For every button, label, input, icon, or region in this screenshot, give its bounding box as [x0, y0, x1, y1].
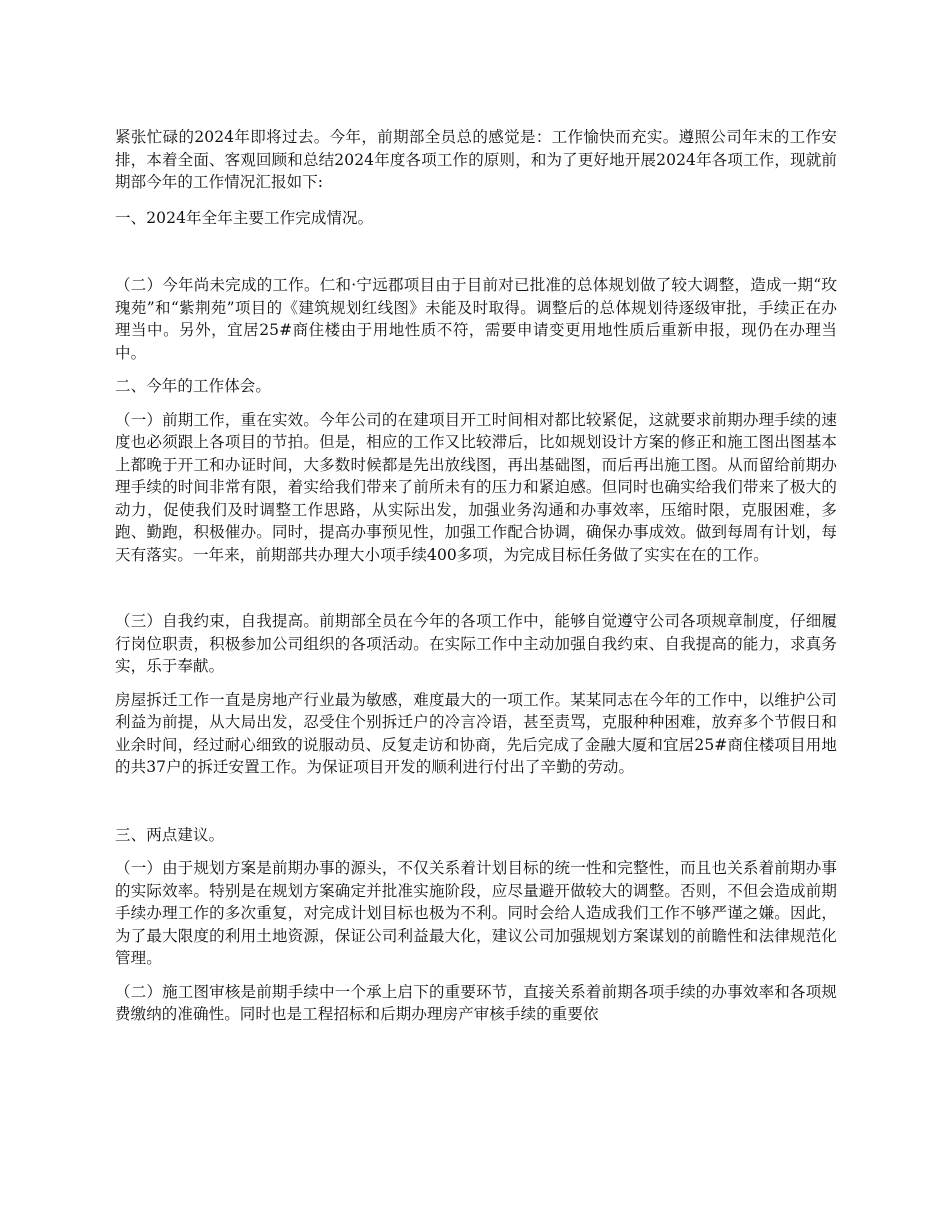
unfinished-work-paragraph: （二）今年尚未完成的工作。仁和·宁远郡项目由于目前对已批准的总体规划做了较大调整，造成一期“玫瑰苑”和“紫荆苑”项目的《建筑规划红线图》未能及时取得。调整后的总体规划待逐级审批，手续正在办理当中。另外，宜居25#商住楼由于用地性质不符，需要申请变更用地性质后重新申报，现仍在办理当中。 — [115, 276, 837, 362]
suggestion-paragraph-2: （二）施工图审核是前期手续中一个承上启下的重要环节，直接关系着前期各项手续的办事效率和各项规费缴纳的准确性。同时也是工程招标和后期办理房产审核手续的重要依 — [115, 982, 837, 1023]
document-page — [115, 126, 837, 1026]
section-heading-3: 三、两点建议。 — [115, 825, 225, 844]
section-heading-2: 二、今年的工作体会。 — [115, 377, 272, 395]
demolition-work-paragraph: 房屋拆迁工作一直是房地产行业最为敏感，难度最大的一项工作。某某同志在今年的工作中，以维护公司利益为前提，从大局出发，忍受住个别拆迁户的冷言冷语，甚至责骂，克服种种困难，放弃多个节假日和业余时间，经过耐心细致的说服动员、反复走访和协商，先后完成了金融大厦和宜居25#商住楼项目用地的共37户的拆迁安置工作。为保证项目开发的顺利进行付出了辛勤的劳动。 — [115, 690, 837, 776]
intro-paragraph: 紧张忙碌的2024年即将过去。今年，前期部全员总的感觉是：工作愉快而充实。遵照公司年末的工作安排，本着全面、客观回顾和总结2024年度各项工作的原则，和为了更好地开展2024年各项工作，现就前期部今年的工作情况汇报如下: — [115, 128, 837, 191]
section-heading-1: 一、2024年全年主要工作完成情况。 — [115, 208, 374, 227]
suggestion-paragraph-1: （一）由于规划方案是前期办事的源头，不仅关系着计划目标的统一性和完整性，而且也关系着前期办事的实际效率。特别是在规划方案确定并批准实施阶段，应尽量避开做较大的调整。否则，不但会造成前期手续办理工作的多次重复，对完成计划目标也极为不利。同时会给人造成我们工作不够严谨之嫌。因此，为了最大限度的利用土地资源，保证公司利益最大化，建议公司加强规划方案谋划的前瞻性和法律规范化管理。 — [115, 859, 837, 967]
work-experience-paragraph-1: （一）前期工作，重在实效。今年公司的在建项目开工时间相对都比较紧促，这就要求前期办理手续的速度也必须跟上各项目的节拍。但是，相应的工作又比较滞后，比如规划设计方案的修正和施工图出图基本上都晚于开工和办证时间，大多数时候都是先出放线图，再出基础图，而后再出施工图。从而留给前期办理手续的时间非常有限，着实给我们带来了前所未有的压力和紧迫感。但同时也确实给我们带来了极大的动力，促使我们及时调整工作思路，从实际出发，加强业务沟通和办事效率，压缩时限，克服困难，多跑、勤跑，积极催办。同时，提高办事预见性，加强工作配合协调，确保办事成效。做到每周有计划，每天有落实。一年来，前期部共办理大小项手续400多项，为完成目标任务做了实实在在的工作。 — [115, 410, 837, 564]
work-experience-paragraph-3: （三）自我约束，自我提高。前期部全员在今年的各项工作中，能够自觉遵守公司各项规章制度，仔细履行岗位职责，积极参加公司组织的各项活动。在实际工作中主动加强自我约束、自我提高的能力，求真务实，乐于奉献。 — [115, 612, 837, 675]
